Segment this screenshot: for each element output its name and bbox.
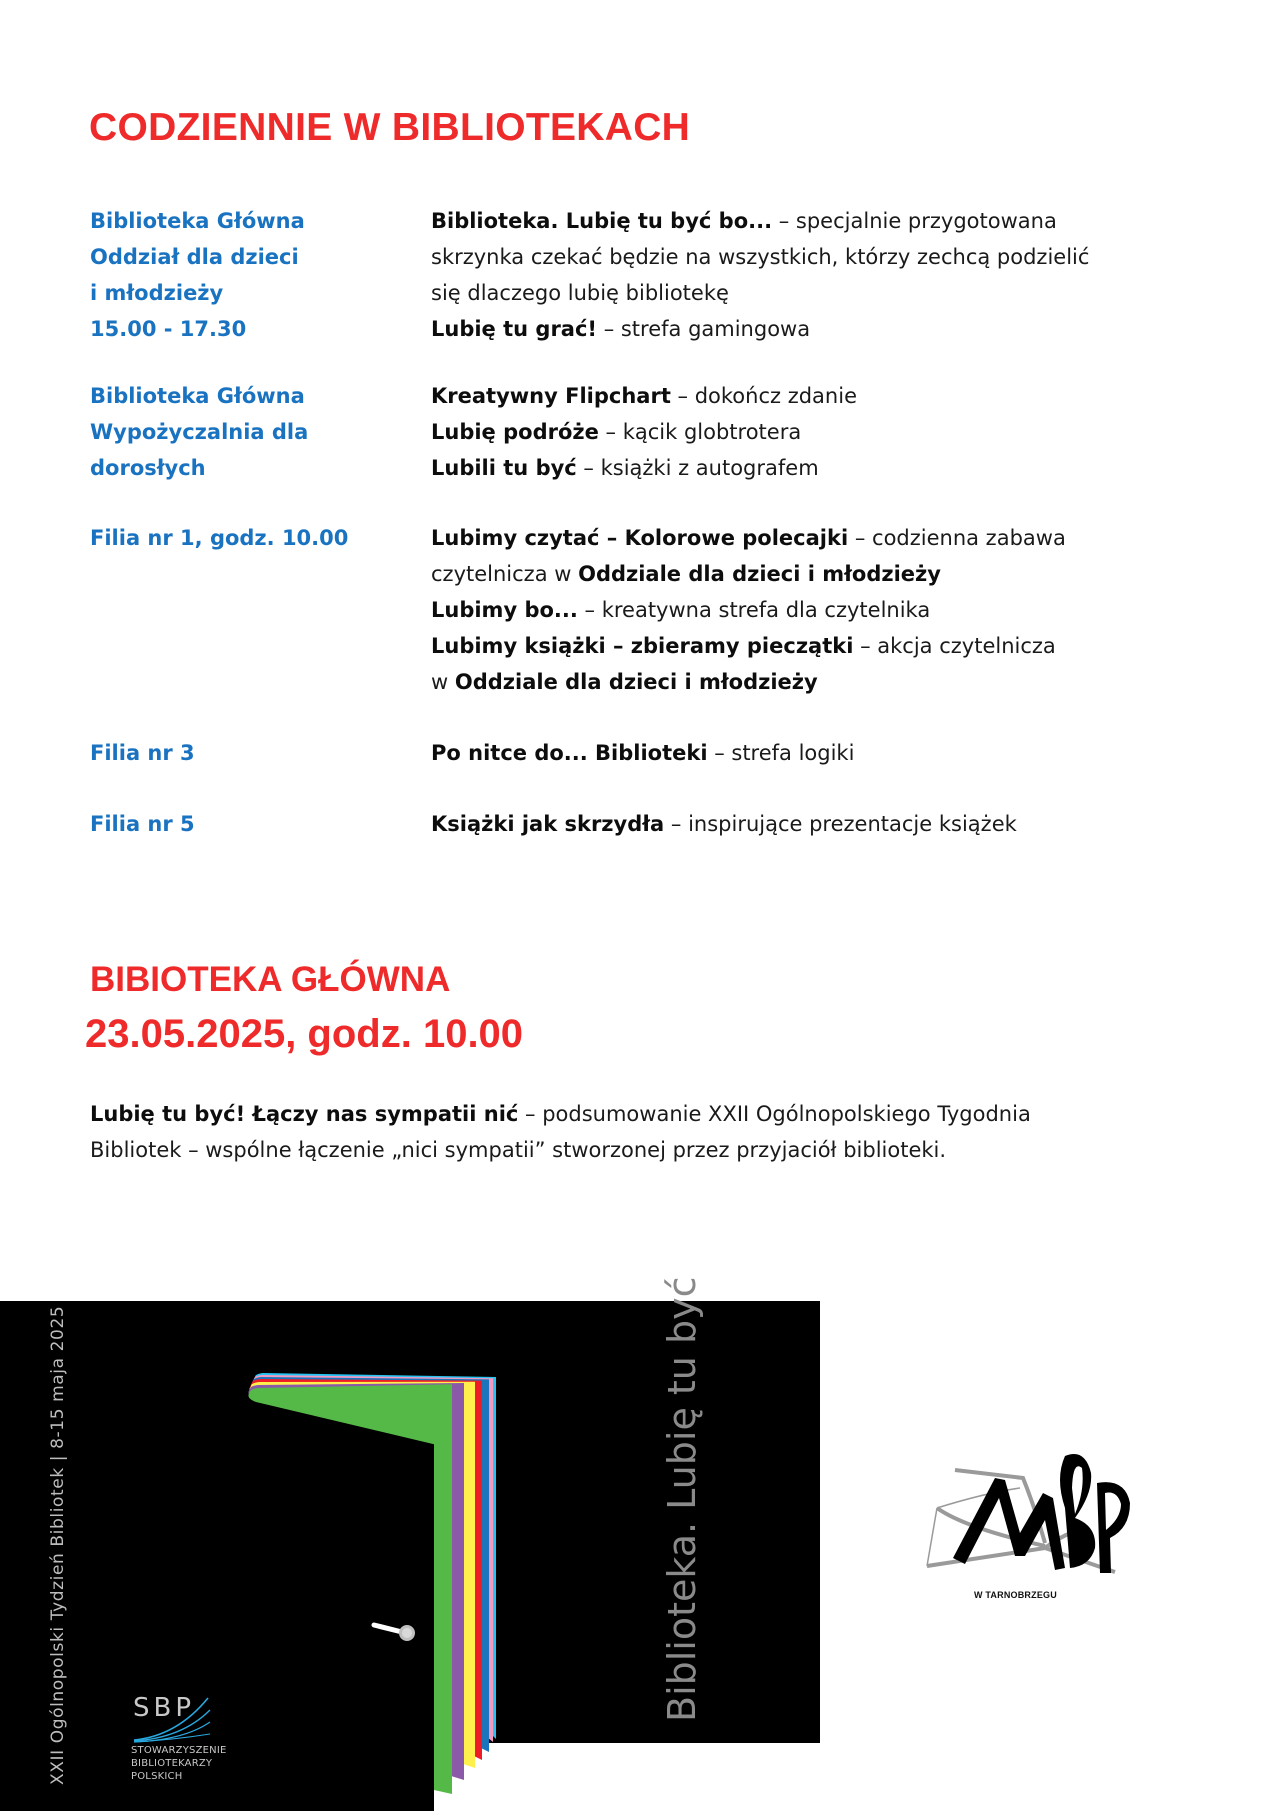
- sbp-sub-line: STOWARZYSZENIE: [131, 1745, 227, 1756]
- sbp-sub-line: BIBLIOTEKARZY: [131, 1758, 213, 1769]
- activity-desc: – inspirujące prezentacje książek: [664, 812, 1017, 836]
- activity-name: Lubimy czytać – Kolorowe polecajki: [431, 526, 849, 550]
- activity-name: Kreatywny Flipchart: [431, 384, 671, 408]
- mbp-logo-subtitle: W TARNOBRZEGU: [974, 1590, 1057, 1600]
- activity-desc: – specjalnie przygotowana: [772, 209, 1057, 233]
- activity-desc: w: [431, 670, 455, 694]
- activity-place: Oddziale dla dzieci i młodzieży: [578, 562, 941, 586]
- activity-desc: – akcja czytelnicza: [853, 634, 1056, 658]
- activity-name: Lubię podróże: [431, 420, 599, 444]
- location-line: Filia nr 1, godz. 10.00: [90, 526, 349, 550]
- activity-desc: się dlaczego lubię bibliotekę: [431, 281, 729, 305]
- section-title-daily: CODZIENNIE W BIBLIOTEKACH: [89, 106, 691, 149]
- activity-desc: – książki z autografem: [576, 456, 819, 480]
- location-line: dorosłych: [90, 456, 206, 480]
- activity-name: Lubili tu być: [431, 456, 577, 480]
- poster-slogan: Biblioteka. Lubię tu być: [660, 1276, 704, 1722]
- sbp-sub-line: POLSKICH: [131, 1771, 183, 1782]
- event-name: Lubię tu być! Łączy nas sympatii nić: [90, 1102, 519, 1126]
- activity-desc: – strefa logiki: [707, 741, 855, 765]
- activity-desc: – strefa gamingowa: [597, 317, 811, 341]
- activity-desc: – codzienna zabawa: [848, 526, 1066, 550]
- activity-desc: – dokończ zdanie: [670, 384, 857, 408]
- activity-desc: czytelnicza w: [431, 562, 579, 586]
- location-line: Biblioteka Główna: [90, 384, 305, 408]
- sbp-logo-subtitle: [131, 1744, 226, 1783]
- sbp-swoosh-icon: [132, 1696, 212, 1744]
- door-handle-icon: [368, 1618, 420, 1646]
- activity-place: Oddziale dla dzieci i młodzieży: [454, 670, 818, 694]
- activity-name: Lubię tu grać!: [431, 317, 598, 341]
- ribbon-strip: [248, 1384, 452, 1794]
- location-line: Filia nr 3: [90, 741, 195, 765]
- location-line: Wypożyczalnia dla: [90, 420, 309, 444]
- location-hours: 15.00 - 17.30: [90, 317, 247, 341]
- sbp-logo-text: SBP: [133, 1693, 196, 1723]
- event-desc-2: Bibliotek – wspólne łączenie „nici sympatii” stworzonej przez przyjaciół biblioteki.: [90, 1138, 947, 1162]
- poster-event-caption: XXII Ogólnopolski Tydzień Bibliotek | 8-15 maja 2025: [48, 1305, 68, 1785]
- section-title-main-library: BIBIOTEKA GŁÓWNA: [90, 960, 451, 999]
- location-line: Biblioteka Główna: [90, 209, 305, 233]
- activity-name: Lubimy bo...: [431, 598, 578, 622]
- location-line: Filia nr 5: [90, 812, 195, 836]
- activity-name: Po nitce do... Biblioteki: [431, 741, 708, 765]
- event-desc-1: – podsumowanie XXII Ogólnopolskiego Tygodnia: [518, 1102, 1031, 1126]
- mbp-logo-icon: [925, 1448, 1135, 1598]
- activity-name: Biblioteka. Lubię tu być bo...: [431, 209, 773, 233]
- activity-desc: – kreatywna strefa dla czytelnika: [577, 598, 931, 622]
- activity-desc: – kącik globtrotera: [598, 420, 802, 444]
- activity-desc: skrzynka czekać będzie na wszystkich, którzy zechcą podzielić: [431, 245, 1090, 269]
- location-line: Oddział dla dzieci: [90, 245, 299, 269]
- event-date: 23.05.2025, godz. 10.00: [85, 1012, 524, 1056]
- activity-name: Książki jak skrzydła: [431, 812, 665, 836]
- location-line: i młodzieży: [90, 281, 224, 305]
- activity-name: Lubimy książki – zbieramy pieczątki: [431, 634, 854, 658]
